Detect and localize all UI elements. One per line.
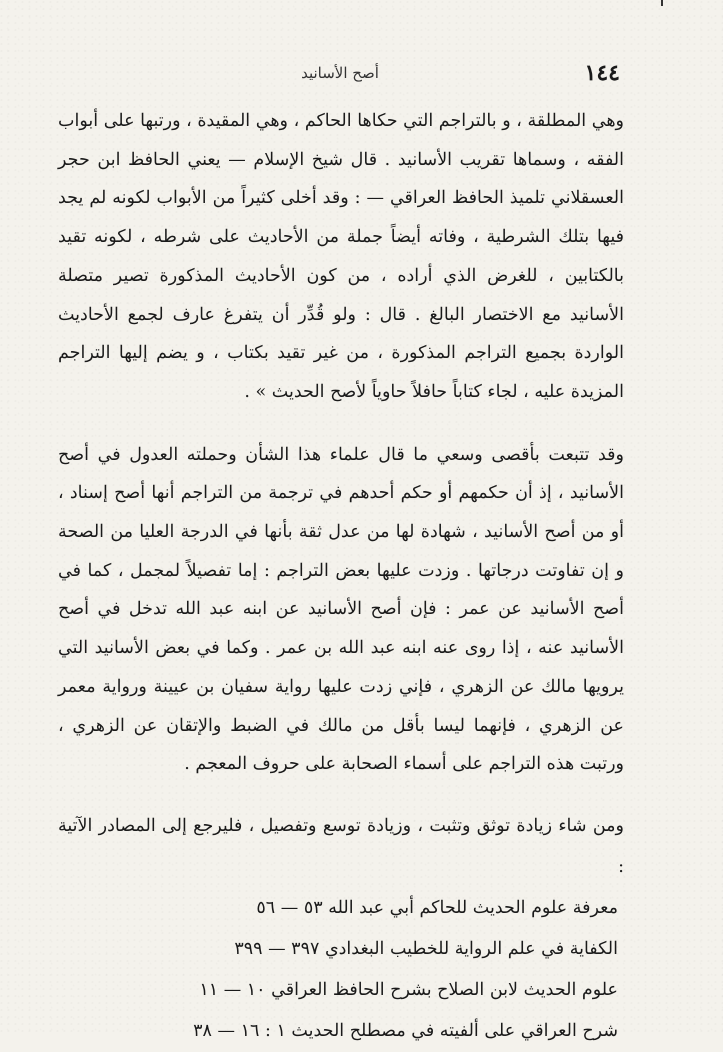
source-item: علوم الحديث لابن الصلاح بشرح الحافظ العراقي ١٠ — ١١ — [199, 979, 618, 1000]
running-title: أصح الأسانيد — [301, 64, 379, 82]
sources-list — [58, 806, 624, 1052]
source-item: شرح العراقي على ألفيته في مصطلح الحديث ١ : ١٦ — ٣٨ — [193, 1020, 618, 1041]
source-item: معرفة علوم الحديث للحاكم أبي عبد الله ٥٣ — ٥٦ — [256, 897, 618, 918]
paragraph: وهي المطلقة ، و بالتراجم التي حكاها الحاكم ، وهي المقيدة ، ورتبها على أبواب الفقه ، وسماها تقريب الأسانيد . قال شيخ الإسلام — يعني الحافظ ابن حجر العسقلاني تلميذ الحافظ العراقي — : وقد أخلى كثيراً من الأبواب لكونه لم يجد فيها بتلك الشرطية ، وفاته أيضاً جملة من الأحاديث على شرطه ، لكونه تقيد بالكتابين ، للغرض الذي أراده ، من كون الأحاديث المذكورة تصير متصلة الأسانيد مع الاختصار البالغ . قال : ولو قُدِّر أن يتفرغ عارف لجمع الأحاديث الواردة بجميع التراجم المذكورة ، من غير تقيد بكتاب ، و يضم إليها التراجم المزيدة عليه ، لجاء كتاباً حافلاً حاوياً لأصح الحديث » . — [58, 111, 624, 402]
page-number: ١٤٤ — [584, 60, 620, 86]
page-header — [60, 60, 620, 88]
source-item: الكفاية في علم الرواية للخطيب البغدادي ٣٩٧ — ٣٩٩ — [234, 938, 618, 959]
paragraph: وقد تتبعت بأقصى وسعي ما قال علماء هذا الشأن وحملته العدول في أصح الأسانيد ، إذ أن حكمهم أو حكم أحدهم في ترجمة من التراجم أنها أصح إسناد ، أو من أصح الأسانيد ، شهادة لها من عدل ثقة بأنها في الدرجة العليا من الصحة و إن تفاوتت درجاتها . وزدت عليها بعض التراجم : إما تفصيلاً لمجمل ، كما في أصح الأسانيد عن عمر : فإن أصح الأسانيد عن ابنه عبد الله تدخل في أصح الأسانيد عنه ، إذا روى عنه ابنه عبد الله بن عمر . وكما في بعض الأسانيد التي يرويها مالك عن الزهري ، فإني زدت عليها رواية سفيان بن عيينة ورواية معمر عن الزهري ، فإنهما ليسا بأقل من مالك في الضبط والإتقان عن الزهري ، ورتبت هذه التراجم على أسماء الصحابة على حروف المعجم . — [58, 444, 624, 775]
sources-intro: ومن شاء زيادة توثق وتثبت ، وزيادة توسع وتفصيل ، فليرجع إلى المصادر الآتية : — [58, 815, 624, 877]
body-text — [58, 102, 624, 1052]
scan-mark — [661, 0, 663, 6]
